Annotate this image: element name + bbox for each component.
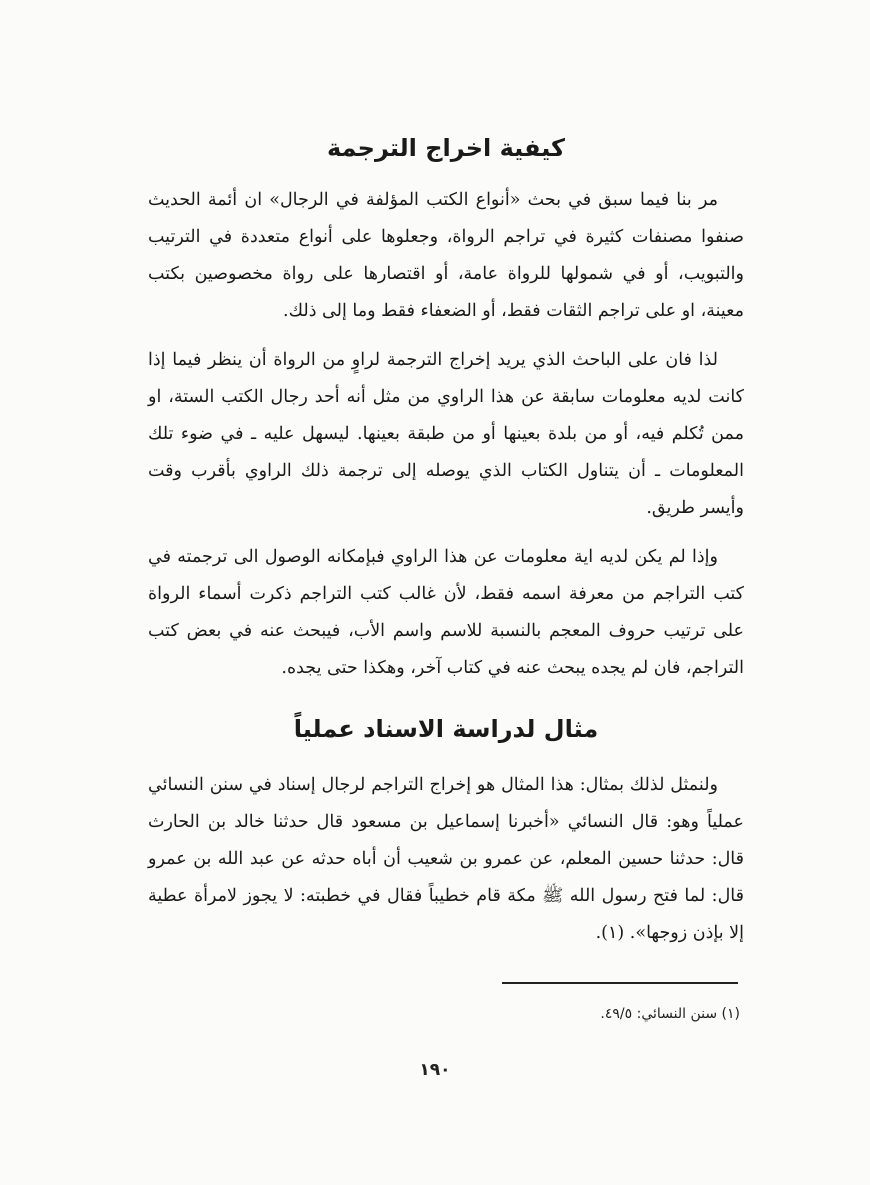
page-number: ١٩٠ [419, 1060, 451, 1080]
footnote: (١) سنن النسائي: ٤٩/٥. [600, 1006, 740, 1022]
paragraph: ولنمثل لذلك بمثال: هذا المثال هو إخراج التراجم لرجال إسناد في سنن النسائي عملياً وهو: قال النسائي «أخبرنا إسماعيل بن مسعود قال حدثنا خالد بن الحارث قال: حدثنا حسين المعلم، عن عمرو بن شعيب أن أباه حدثه عن عبد الله بن عمرو قال: لما فتح رسول الله ﷺ مكة قام خطيباً فقال في خطبته: لا يجوز لامرأة عطية إلا بإذن زوجها». (١). [148, 775, 744, 943]
section-heading-1: كيفية اخراج الترجمة [327, 134, 565, 162]
footnote-divider [502, 982, 738, 984]
page-content [148, 128, 744, 964]
paragraph: وإذا لم يكن لديه اية معلومات عن هذا الراوي فبإمكانه الوصول الى ترجمته في كتب التراجم من معرفة اسمه فقط، لأن غالب كتب التراجم ذكرت أسماء الرواة على ترتيب حروف المعجم بالنسبة للاسم واسم الأب، فيبحث عنه في بعض كتب التراجم، فان لم يجده يبحث عنه في كتاب آخر، وهكذا حتى يجده. [148, 547, 744, 678]
paragraph: مر بنا فيما سبق في بحث «أنواع الكتب المؤلفة في الرجال» ان أئمة الحديث صنفوا مصنفات كثيرة في تراجم الرواة، وجعلوها على أنواع متعددة في الترتيب والتبويب، أو في شمولها للرواة عامة، أو اقتصارها على رواة مخصوصين بكتب معينة، او على تراجم الثقات فقط، أو الضعفاء فقط وما إلى ذلك. [148, 190, 744, 321]
section-heading-2: مثال لدراسة الاسناد عملياً [293, 715, 599, 743]
paragraph: لذا فان على الباحث الذي يريد إخراج الترجمة لراوٍ من الرواة أن ينظر فيما إذا كانت لديه معلومات سابقة عن هذا الراوي من مثل أنه أحد رجال الكتب الستة، او ممن تُكلم فيه، أو من بلدة بعينها أو من طبقة بعينها. ليسهل عليه ـ في ضوء تلك المعلومات ـ أن يتناول الكتاب الذي يوصله إلى ترجمة ذلك الراوي بأقرب وقت وأيسر طريق. [148, 350, 744, 518]
